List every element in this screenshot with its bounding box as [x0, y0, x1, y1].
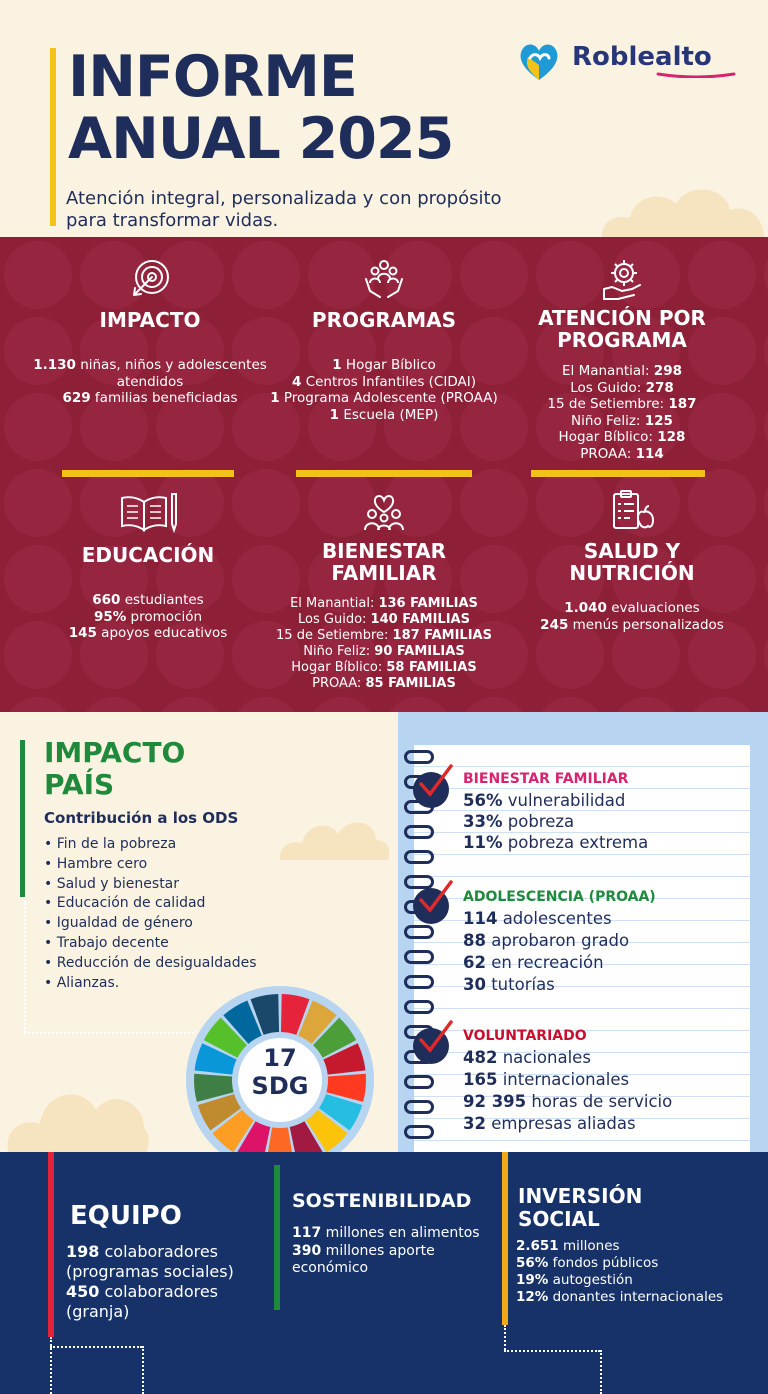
target-icon	[128, 257, 172, 301]
salud-title: SALUD Y NUTRICIÓN	[569, 539, 695, 585]
adolescencia-heading: ADOLESCENCIA (PROAA)	[463, 889, 656, 905]
list-item: • Reducción de desigualdades	[44, 954, 257, 974]
divider	[531, 470, 705, 477]
list-item: 30 tutorías	[463, 975, 555, 994]
dotted-connector	[24, 1032, 194, 1034]
bienestar-title: BIENESTAR FAMILIAR	[321, 539, 447, 585]
equipo-title: EQUIPO	[70, 1201, 182, 1231]
list-item: • Alianzas.	[44, 974, 257, 994]
impacto-pais-title: IMPACTO PAÍS	[44, 736, 186, 801]
page-subtitle: Atención integral, personalizada y con propósito para transformar vidas.	[66, 188, 502, 231]
header-accent-bar	[50, 48, 56, 226]
divider	[296, 470, 472, 477]
list-item: • Hambre cero	[44, 855, 257, 875]
notebook-ring	[404, 950, 434, 964]
list-item: • Trabajo decente	[44, 934, 257, 954]
list-item: 114 adolescentes	[463, 909, 612, 928]
notebook-ring	[404, 1100, 434, 1114]
programas-list: 1 Hogar Bíblico 4 Centros Infantiles (CIDAI) 1 Programa Adolescente (PROAA) 1 Escuela (MEP)	[270, 357, 498, 423]
programas-title: PROGRAMAS	[311, 308, 457, 332]
sdg-label: SDG	[251, 1072, 309, 1100]
bienestar-list: El Manantial: 136 FAMILIAS Los Guido: 140 FAMILIAS 15 de Setiembre: 187 FAMILIAS Niño Feliz: 90 FAMILIAS Hogar Bíblico: 58 FAMILIAS PROAA: 85 FAMILIAS	[276, 596, 492, 691]
inversion-accent-bar	[502, 1152, 508, 1325]
programas-block	[264, 257, 504, 423]
page-title: INFORME ANUAL 2025	[68, 44, 454, 172]
dotted-connector	[504, 1350, 600, 1352]
list-item: 88 aprobaron grado	[463, 931, 630, 950]
dotted-connector	[600, 1350, 602, 1394]
book-pencil-icon	[118, 490, 178, 534]
atencion-title: ATENCIÓN POR PROGRAMA	[538, 306, 706, 352]
salud-block	[508, 488, 756, 633]
list-item: • Salud y bienestar	[44, 875, 257, 895]
ods-heading: Contribución a los ODS	[44, 809, 239, 827]
notebook-ring	[404, 850, 434, 864]
logo-heart-icon	[516, 38, 562, 84]
atencion-list: El Manantial: 298 Los Guido: 278 15 de Setiembre: 187 Niño Feliz: 125 Hogar Bíblico: 128 PROAA: 114	[547, 363, 697, 462]
salud-list: 1.040 evaluaciones 245 menús personalizados	[540, 600, 724, 633]
divider	[62, 470, 234, 477]
people-hands-icon	[362, 257, 406, 301]
dotted-connector	[50, 1346, 142, 1348]
notebook-ring	[404, 1125, 434, 1139]
educacion-title: EDUCACIÓN	[81, 543, 215, 567]
cloud-decoration	[596, 182, 768, 238]
equipo-list: 198 colaboradores (programas sociales) 450 colaboradores (granja)	[66, 1242, 234, 1321]
list-item: • Educación de calidad	[44, 894, 257, 914]
notebook-ring	[404, 1075, 434, 1089]
checkmark-icon	[413, 1028, 449, 1064]
gear-hand-icon	[600, 257, 644, 301]
dotted-connector	[142, 1346, 144, 1394]
checkmark-icon	[413, 772, 449, 808]
bienestar-block	[264, 488, 504, 692]
atencion-block	[504, 257, 740, 462]
bienestar-familiar-heading: BIENESTAR FAMILIAR	[463, 771, 629, 787]
inversion-list: 2.651 millones 56% fondos públicos 19% autogestión 12% donantes internacionales	[516, 1238, 724, 1305]
clipboard-apple-icon	[610, 488, 654, 532]
notebook-ring	[404, 1000, 434, 1014]
impacto-text: 1.130 niñas, niños y adolescentes atendidos 629 familias beneficiadas	[33, 357, 267, 406]
inversion-title: INVERSIÓN SOCIAL	[518, 1184, 643, 1231]
impacto-pais-accent-bar	[20, 740, 25, 897]
educacion-block	[28, 490, 268, 642]
equipo-accent-bar	[48, 1152, 54, 1337]
logo-text: Roblealto	[572, 42, 712, 72]
sostenibilidad-accent-bar	[274, 1165, 280, 1310]
cloud-decoration	[276, 810, 392, 860]
list-item: 32 empresas aliadas	[463, 1114, 636, 1133]
notebook-ring	[404, 925, 434, 939]
sdg-number: 17	[263, 1044, 297, 1072]
logo-underline	[656, 72, 736, 78]
checkmark-icon	[413, 888, 449, 924]
list-item: 482 nacionales	[463, 1048, 591, 1067]
list-item: 92 395 horas de servicio	[463, 1092, 673, 1111]
family-icon	[362, 488, 406, 532]
list-item: • Fin de la pobreza	[44, 835, 257, 855]
cloud-decoration	[4, 1058, 150, 1152]
educacion-list: 660 estudiantes 95% promoción 145 apoyos educativos	[68, 592, 228, 641]
sostenibilidad-title: SOSTENIBILIDAD	[292, 1190, 472, 1212]
list-item: 56% vulnerabilidad	[463, 791, 626, 810]
impacto-block	[30, 257, 270, 407]
list-item: 62 en recreación	[463, 953, 604, 972]
dotted-connector	[504, 1325, 506, 1350]
notebook-ring	[404, 975, 434, 989]
ods-list	[44, 835, 257, 993]
list-item: • Igualdad de género	[44, 914, 257, 934]
impacto-title: IMPACTO	[99, 308, 201, 332]
voluntariado-heading: VOLUNTARIADO	[463, 1028, 587, 1044]
dotted-connector	[24, 900, 26, 1032]
sostenibilidad-list: 117 millones en alimentos 390 millones aporte económico	[292, 1225, 480, 1276]
list-item: 165 internacionales	[463, 1070, 630, 1089]
list-item: 11% pobreza extrema	[463, 833, 649, 852]
list-item: 33% pobreza	[463, 812, 575, 831]
sdg-wheel	[184, 984, 376, 1176]
notebook-ring	[404, 825, 434, 839]
